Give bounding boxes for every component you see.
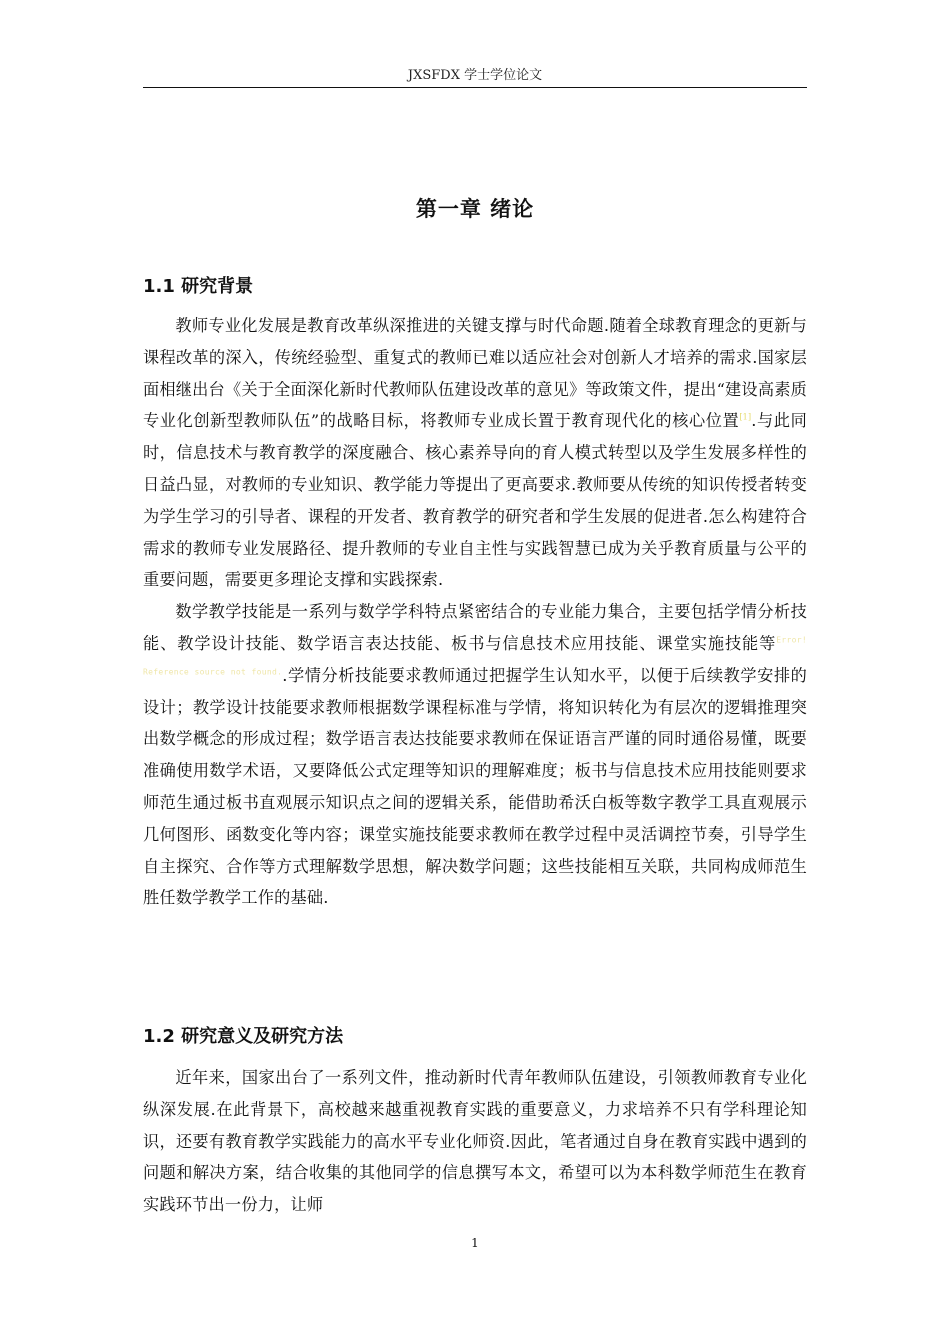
- paragraph-text: 教师专业化发展是教育改革纵深推进的关键支撑与时代命题.随着全球教育理念的更新与课程改革的深入，传统经验型、重复式的教师已难以适应社会对创新人才培养的需求.国家层面相继出台《关于全面深化新时代教师队伍建设改革的意见》等政策文件，提出“建设高素质专业化创新型教师队伍”的战略目标，将教师专业成长置于教育现代化的核心位置: [143, 316, 807, 431]
- header-rule: [143, 87, 807, 88]
- section-title-1-1: 1.1 研究背景: [143, 276, 254, 297]
- section-title-1-2: 1.2 研究意义及研究方法: [143, 1026, 344, 1047]
- running-header: JXSFDX 学士学位论文: [407, 68, 543, 83]
- citation-error-marker[interactable]: Error! Reference source not found.: [143, 635, 807, 677]
- section-1-1-body: [143, 310, 807, 914]
- paragraph: [143, 310, 807, 596]
- paragraph: [143, 596, 807, 914]
- citation-marker[interactable]: [1]: [739, 413, 752, 422]
- paragraph-text: .与此同时，信息技术与教育教学的深度融合、核心素养导向的育人模式转型以及学生发展多样性的日益凸显，对教师的专业知识、教学能力等提出了更高要求.教师要从传统的知识传授者转变为学生学习的引导者、课程的开发者、教育教学的研究者和学生发展的促进者.怎么构建符合需求的教师专业发展路径、提升教师的专业自主性与实践智慧已成为关乎教育质量与公平的重要问题，需要更多理论支撑和实践探索.: [143, 411, 807, 590]
- paragraph-text: .学情分析技能要求教师通过把握学生认知水平，以便于后续教学安排的设计；教学设计技能要求教师根据数学课程标准与学情，将知识转化为有层次的逻辑推理突出数学概念的形成过程；数学语言表达技能要求教师在保证语言严谨的同时通俗易懂，既要准确使用数学术语，又要降低公式定理等知识的理解难度；板书与信息技术应用技能则要求师范生通过板书直观展示知识点之间的逻辑关系，能借助希沃白板等数字教学工具直观展示几何图形、函数变化等内容；课堂实施技能要求教师在教学过程中灵活调控节奏，引导学生自主探究、合作等方式理解数学思想，解决数学问题；这些技能相互关联，共同构成师范生胜任数学教学工作的基础.: [143, 665, 807, 908]
- section-1-2-body: [143, 1062, 807, 1221]
- chapter-title: 第一章 绪论: [415, 197, 535, 221]
- paragraph-text: 数学教学技能是一系列与数学学科特点紧密结合的专业能力集合，主要包括学情分析技能、教学设计技能、数学语言表达技能、板书与信息技术应用技能、课堂实施技能等: [143, 602, 807, 653]
- page-number: 1: [471, 1236, 479, 1250]
- paragraph: 近年来，国家出台了一系列文件，推动新时代青年教师队伍建设，引领教师教育专业化纵深发展.在此背景下，高校越来越重视教育实践的重要意义，力求培养不只有学科理论知识，还要有教育教学实践能力的高水平专业化师资.因此，笔者通过自身在教育实践中遇到的问题和解决方案，结合收集的其他同学的信息撰写本文，希望可以为本科数学师范生在教育实践环节出一份力，让师: [143, 1068, 807, 1215]
